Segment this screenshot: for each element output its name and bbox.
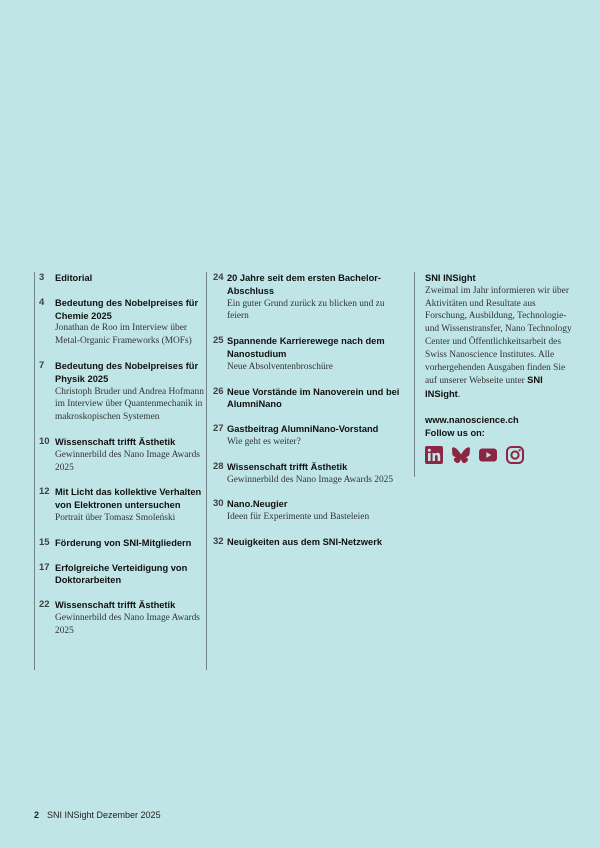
toc-description: Gewinnerbild des Nano Image Awards 2025 (55, 449, 200, 473)
toc-title: Wissenschaft trifft Ästhetik (55, 600, 176, 611)
page-footer (34, 810, 161, 820)
toc-description: Neue Absolventenbroschüre (227, 361, 333, 372)
toc-title: Spannende Karrierewege nach dem Nanostudium (227, 336, 385, 359)
toc-page-number: 30 (213, 498, 224, 510)
toc-title: Bedeutung des Nobelpreises für Physik 2025 (55, 360, 199, 384)
page-number: 2 (34, 810, 40, 820)
linkedin-icon[interactable] (425, 446, 443, 464)
toc-entry[interactable] (35, 562, 205, 588)
toc-description: Ein guter Grund zurück zu blicken und zu feiern (227, 298, 385, 322)
toc-entry[interactable] (207, 423, 407, 449)
toc-description: Wie geht es weiter? (227, 436, 301, 447)
toc-title: Neuigkeiten aus dem SNI-Netzwerk (227, 536, 382, 547)
toc-entry[interactable] (35, 272, 205, 285)
toc-title: Förderung von SNI-Mitgliedern (55, 537, 192, 548)
toc-page-number: 12 (39, 486, 50, 498)
toc-entry[interactable] (207, 461, 407, 487)
toc-entry[interactable] (207, 498, 407, 524)
follow-label: Follow us on: (425, 427, 485, 438)
bluesky-icon[interactable] (452, 446, 470, 464)
toc-page-number: 15 (39, 536, 50, 548)
toc-page-number: 24 (213, 272, 224, 283)
toc-page-number: 22 (39, 599, 50, 611)
toc-page-number: 32 (213, 535, 224, 547)
footer-text: SNI INSight Dezember 2025 (47, 810, 161, 820)
toc-entry[interactable] (207, 536, 407, 549)
toc-description: Gewinnerbild des Nano Image Awards 2025 (227, 474, 394, 485)
toc-description: Ideen für Experimente und Basteleien (227, 512, 370, 523)
toc-entry[interactable] (207, 272, 407, 323)
toc-entry[interactable] (35, 486, 205, 524)
sidebar-description: Zweimal im Jahr informieren wir über Aktivitäten und Resultate aus Forschung, Ausbildung, Technologie- und Wissenstransfer, Nano Technology Center und Öffentlichkeitsarbeit des Swiss Nanoscience Institutes. Alle vorhergehenden Ausgaben finden Sie auf unserer Webseite unter (425, 285, 572, 387)
toc-page-number: 7 (39, 359, 45, 371)
sidebar-info (414, 272, 575, 477)
sidebar-title: SNI INSight (425, 273, 476, 283)
toc-title: Mit Licht das kollektive Verhalten von Elektronen untersuchen (55, 487, 202, 511)
toc-page-number: 26 (213, 385, 224, 397)
youtube-icon[interactable] (479, 446, 497, 464)
toc-entry[interactable] (207, 335, 407, 373)
toc-page-number: 4 (39, 296, 45, 308)
toc-entry[interactable] (35, 360, 205, 424)
toc-description: Jonathan de Roo im Interview über Metal-Organic Frameworks (MOFs) (55, 323, 192, 347)
toc-column-2 (206, 272, 407, 670)
toc-title: Wissenschaft trifft Ästhetik (227, 461, 348, 472)
toc-title: Nano.Neugier (227, 499, 288, 510)
toc-page-number: 3 (39, 272, 45, 283)
toc-title: Editorial (55, 273, 93, 283)
toc-entry[interactable] (35, 436, 205, 474)
toc-page-number: 27 (213, 423, 224, 435)
toc-page-number: 10 (39, 435, 50, 447)
toc-entry[interactable] (35, 297, 205, 348)
toc-entry[interactable] (35, 537, 205, 550)
toc-title: Neue Vorstände im Nanoverein und bei AlumniNano (227, 386, 400, 410)
toc-description: Gewinnerbild des Nano Image Awards 2025 (55, 612, 200, 636)
toc-description: Christoph Bruder und Andrea Hofmann im Interview über Quantenmechanik in makroskopischen Systemen (55, 386, 204, 423)
toc-title: Gastbeitrag AlumniNano-Vorstand (227, 424, 379, 435)
instagram-icon[interactable] (506, 446, 524, 464)
toc-title: 20 Jahre seit dem ersten Bachelor-Abschluss (227, 273, 381, 296)
toc-entry[interactable] (35, 599, 205, 637)
sidebar-link[interactable]: SNI INSight (425, 374, 543, 400)
toc-page-number: 25 (213, 335, 224, 347)
social-icons (425, 446, 575, 464)
toc-page-number: 17 (39, 561, 50, 573)
toc-description: Portrait über Tomasz Smoleński (55, 512, 176, 523)
toc-entry[interactable] (207, 386, 407, 412)
toc-page-number: 28 (213, 460, 224, 472)
sidebar-text: Zweimal im Jahr informieren wir über Aktivitäten und Resultate aus Forschung, Ausbildung, Technologie- und Wissenstransfer, Nano Technology Center und Öffentlichkeitsarbeit des Swiss Nanoscience Institutes. Alle vorhergehenden Ausgaben finden Sie auf unserer Webseite unter SNI INSight. (425, 285, 572, 401)
toc-title: Wissenschaft trifft Ästhetik (55, 436, 176, 447)
toc-title: Bedeutung des Nobelpreises für Chemie 2025 (55, 297, 199, 321)
toc-title: Erfolgreiche Verteidigung von Doktorarbeiten (55, 562, 188, 586)
toc-column-1 (34, 272, 205, 670)
website-link[interactable]: www.nanoscience.ch (425, 414, 519, 425)
